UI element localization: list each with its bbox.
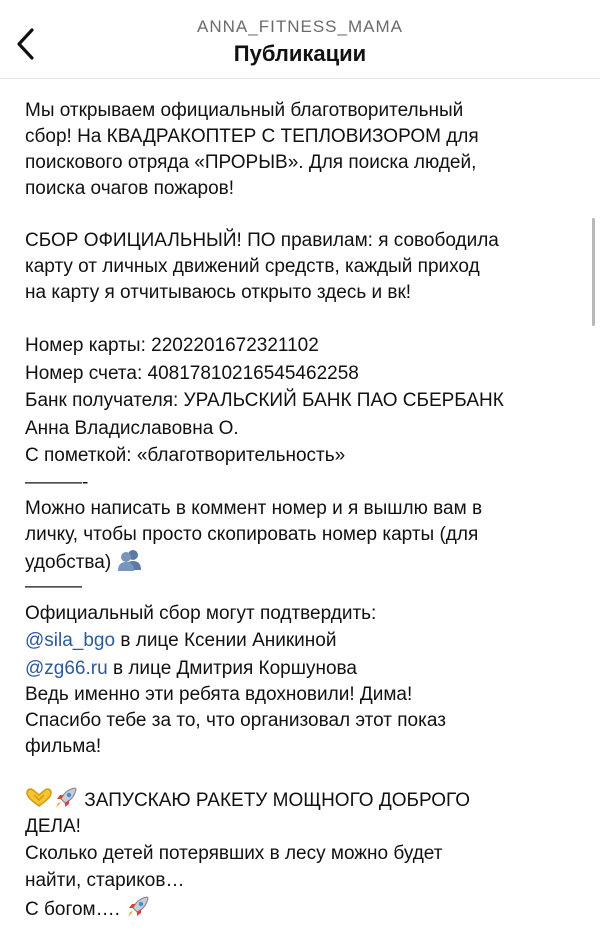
recipient-bank: Банк получателя: УРАЛЬСКИЙ БАНК ПАО СБЕРБАНК [25,390,504,411]
rocket-icon [53,786,79,810]
top-bar [0,0,600,79]
scrollbar[interactable] [592,218,595,326]
caption-line: на карту я отчитываюсь открыто здесь и вк! [25,282,412,303]
caption-line: ДЕЛА! [25,815,81,837]
account-number: Номер счета: 40817810216545462258 [25,362,359,384]
caption-line: Ведь именно эти ребята вдохновили! Дима! [25,684,413,705]
caption-line: удобства) [25,548,583,574]
caption-line: Сколько детей потерявших в лесу можно будет [25,842,443,864]
caption-line: ЗАПУСКАЮ РАКЕТУ МОЩНОГО ДОБРОГО [25,786,583,814]
recipient-name: Анна Владиславовна О. [25,417,239,439]
caption-line: найти, стариков… [25,870,185,891]
caption-line: карту от личных движений средств, каждый приход [25,256,480,277]
caption-line: С богом…. [25,895,583,923]
post-caption [25,98,583,922]
caption-line: @sila_bgo в лице Ксении Аникиной [25,630,337,651]
heart-hands-icon [25,786,53,810]
caption-line: поискового отряда «ПРОРЫВ». Для поиска людей, [25,152,477,173]
payment-note: С пометкой: «благотворительность» [25,445,346,466]
caption-line: поиска очагов пожаров! [25,178,235,199]
account-username[interactable]: ANNA_FITNESS_MAMA [197,17,403,36]
busts-in-silhouette-icon [116,548,144,572]
page-title: Публикации [233,41,367,66]
mention-link[interactable]: @sila_bgo [25,630,116,651]
mention-link[interactable]: @zg66.ru [25,657,108,679]
text-divider: ———- [25,471,89,493]
caption-line: Спасибо тебе за то, что организовал этот показ [25,710,446,731]
card-number: Номер карты: 2202201672321102 [25,335,319,356]
caption-line: фильма! [25,736,102,757]
caption-line: Мы открываем официальный благотворительный [25,100,464,121]
caption-line: СБОР ОФИЦИАЛЬНЫЙ! ПО правилам: я совободила [25,230,499,251]
caption-line: личку, чтобы просто скопировать номер карты (для [25,523,479,545]
text-divider: ——— [25,575,82,597]
rocket-icon [125,895,151,919]
caption-line: Официальный сбор могут подтвердить: [25,602,377,624]
caption-line: сбор! На КВАДРАКОПТЕР С ТЕПЛОВИЗОРОМ для [25,126,479,147]
caption-line: Можно написать в коммент номер и я вышлю вам в [25,497,483,519]
caption-line: @zg66.ru в лице Дмитрия Коршунова [25,657,357,679]
